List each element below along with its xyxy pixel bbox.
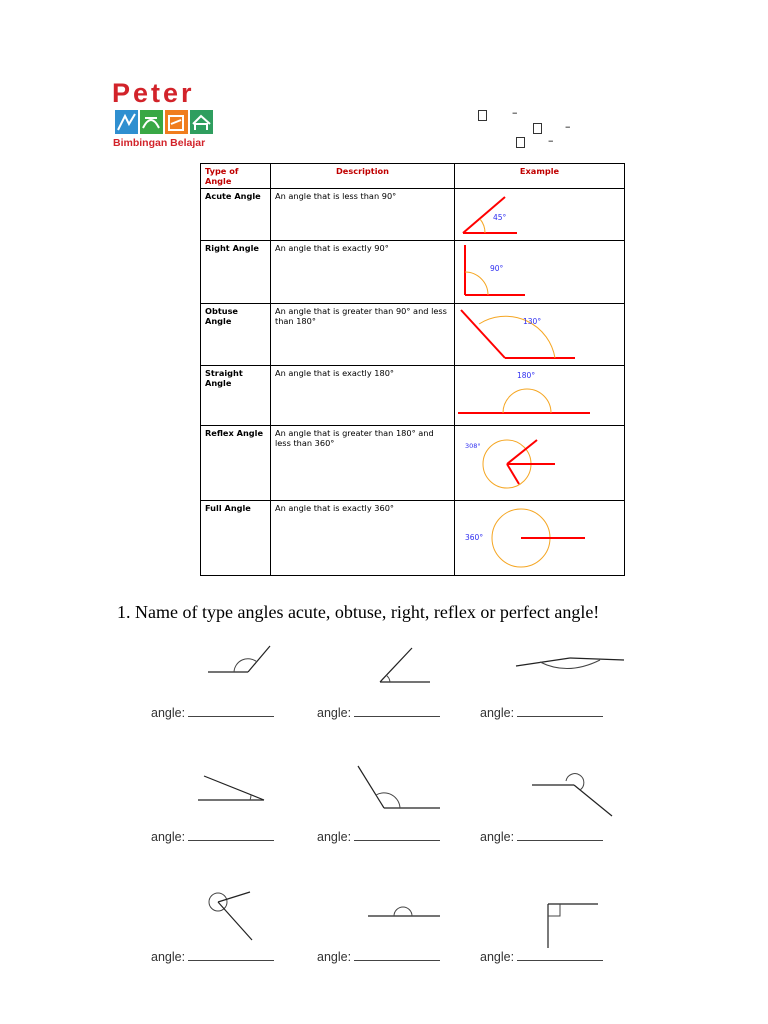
table-row — [201, 501, 625, 576]
table-row — [201, 304, 625, 366]
straight-angle-diagram — [455, 366, 625, 425]
acute-example — [455, 189, 625, 241]
angle-description: An angle that is greater than 180° and less than 360° — [271, 426, 455, 501]
exercise-figure-5 — [354, 762, 444, 814]
angle-types-table — [200, 163, 625, 576]
answer-label-text: angle: — [317, 706, 352, 720]
reflex-example — [455, 426, 625, 501]
table-row — [201, 241, 625, 304]
answer-label-text: angle: — [151, 950, 186, 964]
answer-line[interactable] — [517, 706, 603, 717]
angle-value-label: 308° — [465, 442, 481, 450]
angle-value-label: 90° — [490, 264, 504, 273]
angle-description: An angle that is greater than 90° and less than 180° — [271, 304, 455, 366]
answer-label-text: angle: — [480, 830, 515, 844]
table-row — [201, 189, 625, 241]
exercise-figure-2 — [372, 640, 442, 686]
acute-angle-diagram — [455, 189, 625, 240]
answer-line[interactable] — [517, 830, 603, 841]
exercise-figure-8 — [364, 896, 444, 920]
answer-label-text: angle: — [151, 830, 186, 844]
answer-blank[interactable] — [317, 830, 440, 844]
angle-name: Full Angle — [201, 501, 271, 576]
angle-value-label: 130° — [523, 317, 542, 326]
obtuse-example — [455, 304, 625, 366]
exercise-figure-3 — [512, 650, 628, 680]
bullet-box-icon — [533, 123, 542, 134]
angle-description: An angle that is exactly 360° — [271, 501, 455, 576]
angle-description: An angle that is less than 90° — [271, 189, 455, 241]
right-angle-diagram — [455, 241, 625, 303]
answer-line[interactable] — [517, 950, 603, 961]
table-row — [201, 366, 625, 426]
angle-value-label: 180° — [517, 371, 536, 380]
legend-dash: – — [565, 120, 571, 133]
exercise-figure-6 — [530, 770, 620, 820]
angle-name: Reflex Angle — [201, 426, 271, 501]
angle-description: An angle that is exactly 180° — [271, 366, 455, 426]
answer-line[interactable] — [188, 950, 274, 961]
exercise-figure-7 — [200, 884, 270, 944]
answer-blank[interactable] — [151, 706, 274, 720]
angle-description: An angle that is exactly 90° — [271, 241, 455, 304]
logo-tiles-icon — [115, 110, 215, 136]
logo-wordmark: Peter — [112, 78, 195, 108]
answer-label-text: angle: — [480, 706, 515, 720]
answer-blank[interactable] — [317, 706, 440, 720]
angle-name: Right Angle — [201, 241, 271, 304]
question-text: 1. Name of type angles acute, obtuse, right, reflex or perfect angle! — [117, 602, 600, 622]
answer-blank[interactable] — [480, 706, 603, 720]
bullet-box-icon — [516, 137, 525, 148]
exercise-figure-4 — [194, 770, 270, 806]
answer-label-text: angle: — [317, 830, 352, 844]
answer-line[interactable] — [188, 706, 274, 717]
bullet-box-icon — [478, 110, 487, 121]
exercise-figure-9 — [540, 896, 604, 952]
table-row — [201, 426, 625, 501]
angle-name: Acute Angle — [201, 189, 271, 241]
peter-logo — [112, 78, 218, 154]
exercise-figure-1 — [200, 640, 280, 680]
right-example — [455, 241, 625, 304]
answer-line[interactable] — [354, 950, 440, 961]
angle-name: Straight Angle — [201, 366, 271, 426]
header-example: Example — [455, 164, 625, 189]
reflex-angle-diagram — [455, 426, 625, 500]
angle-value-label: 360° — [465, 533, 484, 542]
legend-dash: – — [548, 134, 554, 147]
obtuse-angle-diagram — [455, 304, 625, 365]
answer-label-text: angle: — [480, 950, 515, 964]
answer-blank[interactable] — [151, 950, 274, 964]
logo-subtitle: Bimbingan Belajar — [113, 137, 206, 149]
header-description: Description — [271, 164, 455, 189]
answer-label-text: angle: — [317, 950, 352, 964]
full-angle-diagram — [455, 501, 625, 575]
answer-blank[interactable] — [151, 830, 274, 844]
answer-blank[interactable] — [317, 950, 440, 964]
table-header-row — [201, 164, 625, 189]
angle-value-label: 45° — [493, 213, 507, 222]
answer-line[interactable] — [354, 830, 440, 841]
answer-line[interactable] — [354, 706, 440, 717]
full-example — [455, 501, 625, 576]
answer-label-text: angle: — [151, 706, 186, 720]
straight-example — [455, 366, 625, 426]
legend-dash: – — [512, 106, 518, 119]
answer-blank[interactable] — [480, 950, 603, 964]
angle-name: Obtuse Angle — [201, 304, 271, 366]
header-type: Type of Angle — [201, 164, 271, 189]
answer-line[interactable] — [188, 830, 274, 841]
answer-blank[interactable] — [480, 830, 603, 844]
